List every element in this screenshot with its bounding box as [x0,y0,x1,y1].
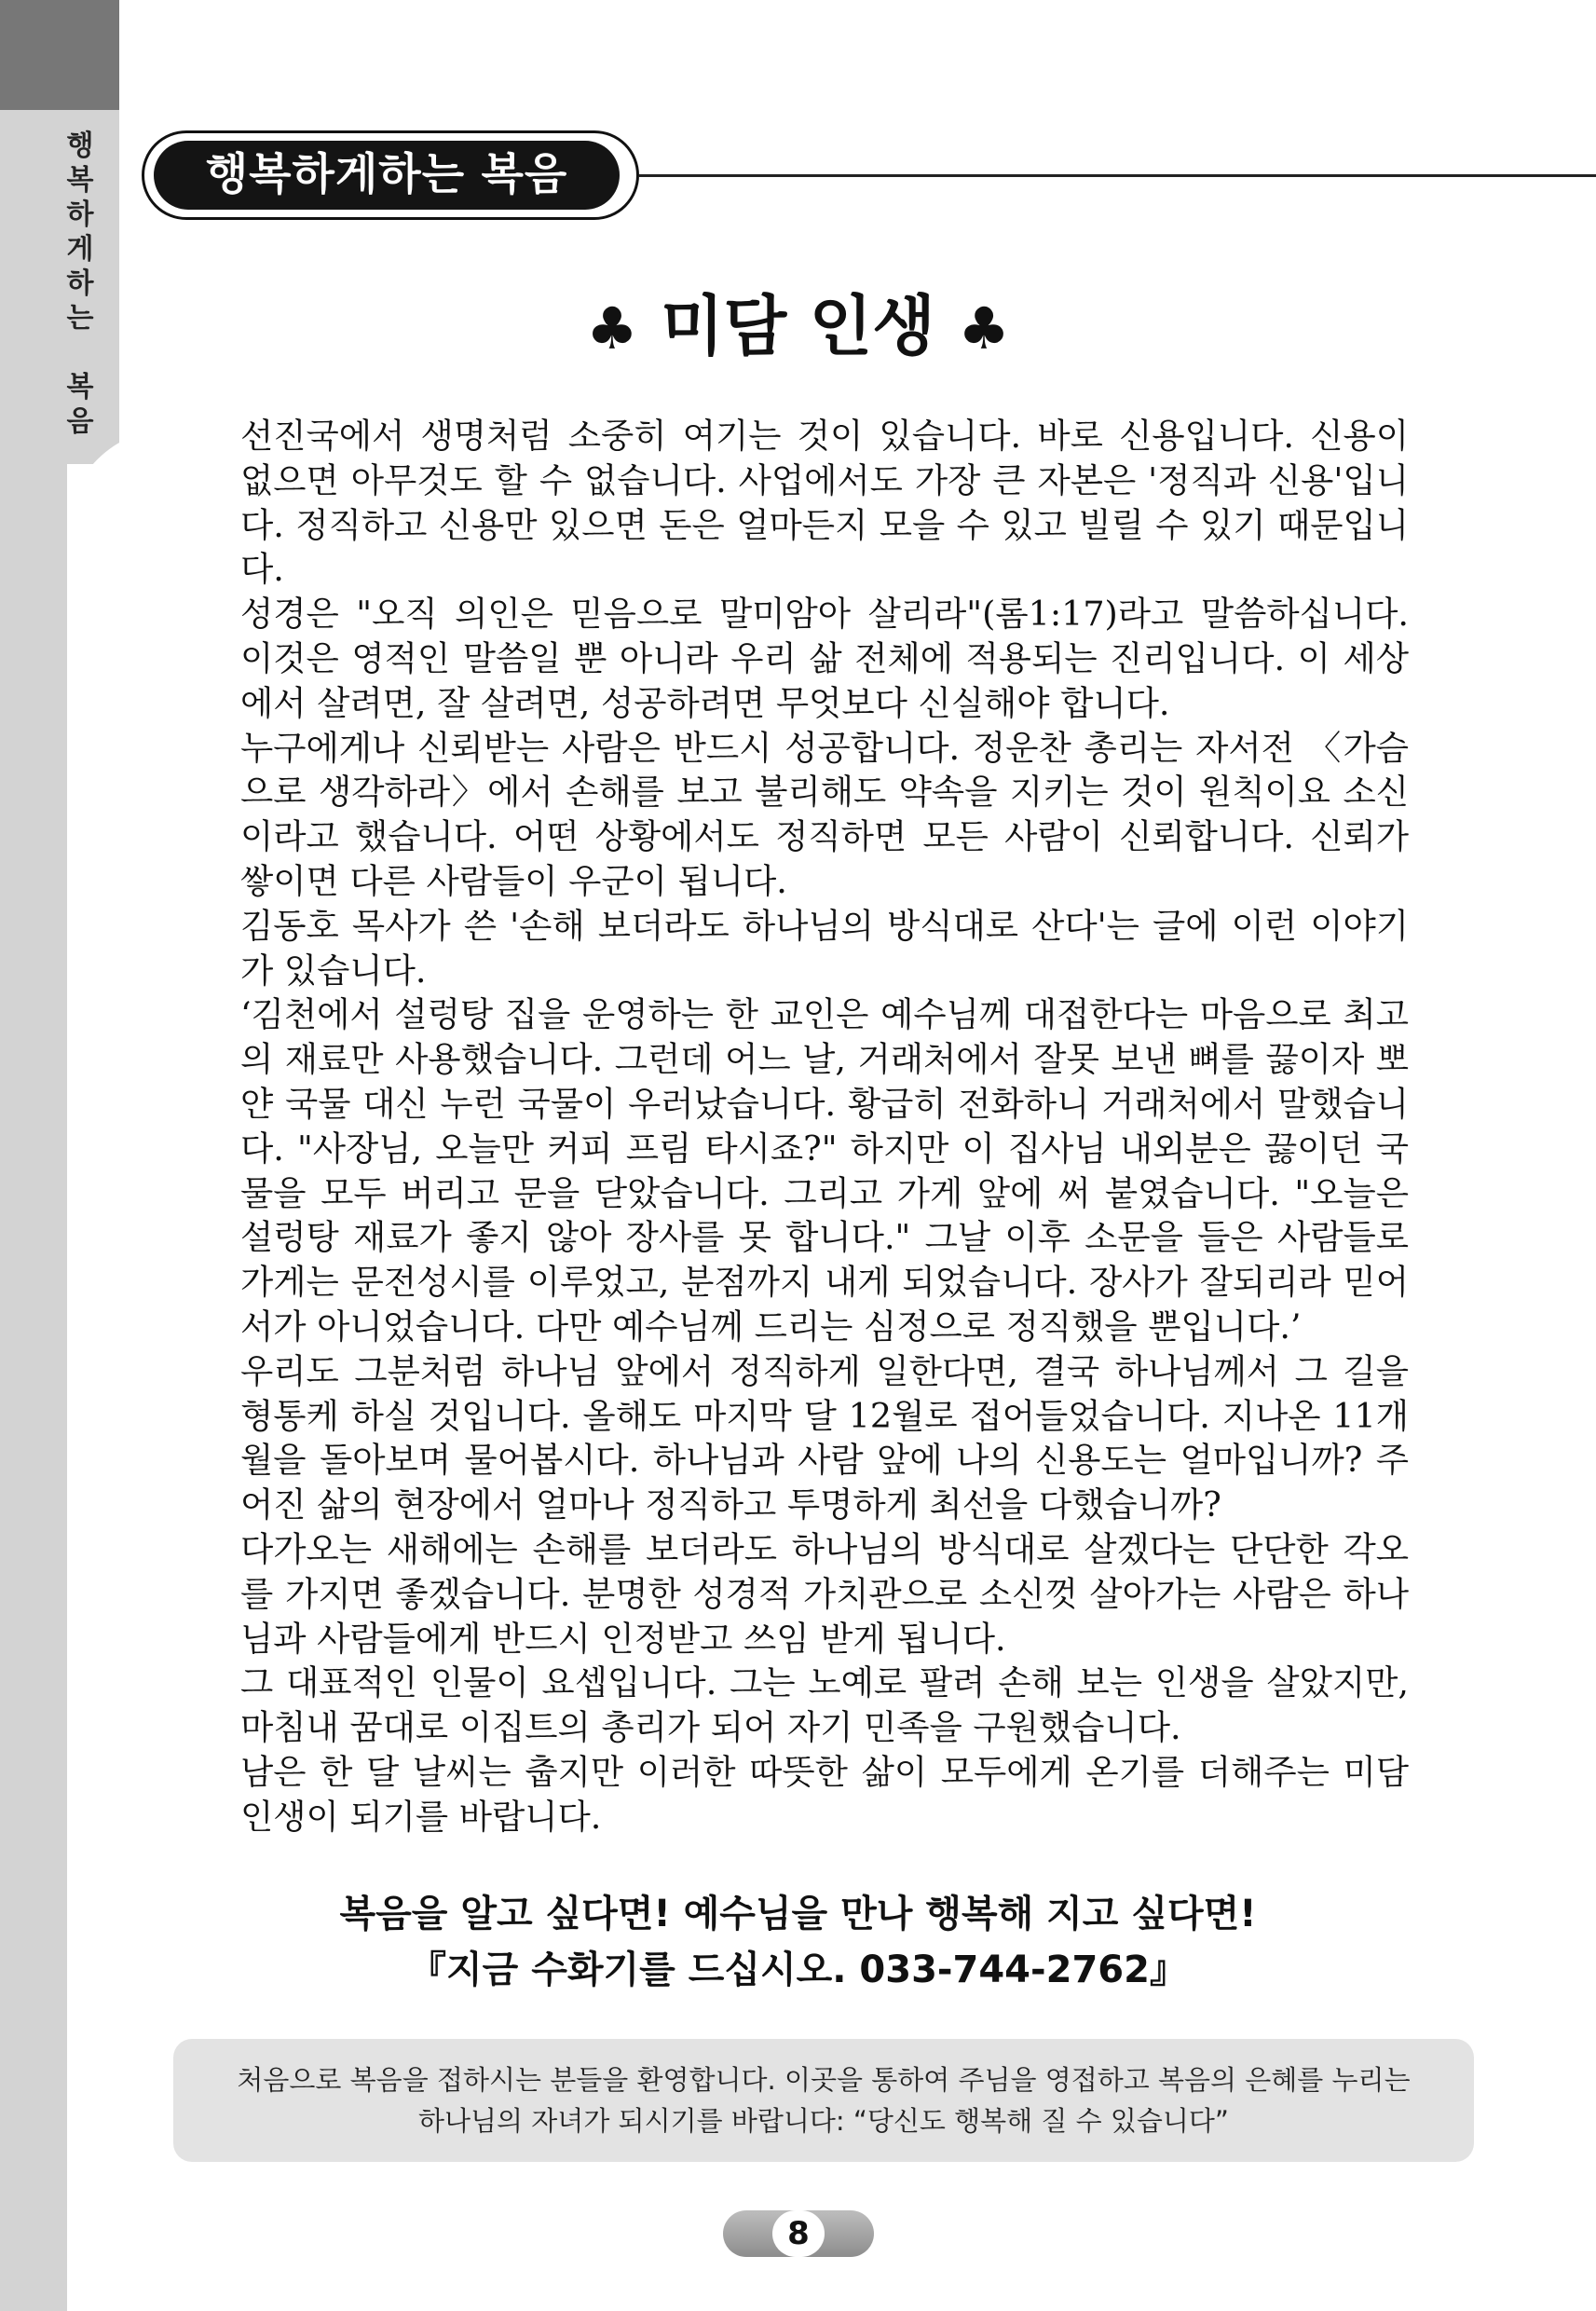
paragraph: 성경은 "오직 의인은 믿음으로 말미암아 살리라"(롬1:17)라고 말씀하십니다. 이것은 영적인 말씀일 뿐 아니라 우리 삶 전체에 적용되는 진리입니다. 이 세상에서 살려면, 잘 살려면, 성공하려면 무엇보다 신실해야 합니다. [240,594,1409,723]
info-line-2: 하나님의 자녀가 되시기를 바랍니다: “당신도 행복해 질 수 있습니다” [418,2105,1229,2137]
header-rule [639,174,1596,177]
club-icon-right: ♣ [958,294,1010,362]
paragraph: 남은 한 달 날씨는 춥지만 이러한 따뜻한 삶이 모두에게 온기를 더해주는 미담 인생이 되기를 바랍니다. [240,1751,1409,1837]
paragraph: 김동호 목사가 쓴 '손해 보더라도 하나님의 방식대로 산다'는 글에 이런 이야기가 있습니다. [240,905,1409,991]
paragraph: 그 대표적인 인물이 요셉입니다. 그는 노예로 팔려 손해 보는 인생을 살았지만, 마침내 꿈대로 이집트의 총리가 되어 자기 민족을 구원했습니다. [240,1662,1409,1748]
paragraph: 다가오는 새해에는 손해를 보더라도 하나님의 방식대로 살겠다는 단단한 각오를 가지면 좋겠습니다. 분명한 성경적 가치관으로 소신껏 살아가는 사람은 하나님과 사람들에게 반드시 인정받고 쓰임 받게 됩니다. [240,1528,1409,1659]
cta-line-2: 『지금 수화기를 드십시오. 033-744-2762』 [409,1949,1187,1991]
section-badge [142,130,639,220]
info-line-1: 처음으로 복음을 접하시는 분들을 환영합니다. 이곳을 통하여 주님을 영접하고 복음의 은혜를 누리는 [237,2064,1411,2096]
page-number: 8 [772,2210,825,2257]
page-number-badge [723,2210,874,2257]
call-to-action [0,1886,1596,1998]
side-vertical-label: 행 복 하 게 하 는 복 음 [66,130,94,438]
article-body [240,414,1409,1839]
page-title-text: 미담 인생 [661,288,935,364]
club-icon-left: ♣ [586,294,638,362]
side-corner-block [0,0,119,110]
paragraph: 누구에게나 신뢰받는 사람은 반드시 성공합니다. 정운찬 총리는 자서전 〈가슴으로 생각하라〉에서 손해를 보고 불리해도 약속을 지키는 것이 원칙이요 소신이라고 했습니다. 어떤 상황에서도 정직하면 모든 사람이 신뢰합니다. 신뢰가 쌓이면 다른 사람들이 우군이 됩니다. [240,727,1409,901]
paragraph: ‘김천에서 설렁탕 집을 운영하는 한 교인은 예수님께 대접한다는 마음으로 최고의 재료만 사용했습니다. 그런데 어느 날, 거래처에서 잘못 보낸 뼈를 끓이자 뽀얀 국물 대신 누런 국물이 우러났습니다. 황급히 전화하니 거래처에서 말했습니다. "사장님, 오늘만 커피 프림 타시죠?" 하지만 이 집사님 내외분은 끓이던 국물을 모두 버리고 문을 닫았습니다. 그리고 가게 앞에 써 붙였습니다. "오늘은 설렁탕 재료가 좋지 않아 장사를 못 합니다." 그날 이후 소문을 들은 사람들로 가게는 문전성시를 이루었고, 분점까지 내게 되었습니다. 장사가 잘되리라 믿어서가 아니었습니다. 다만 예수님께 드리는 심정으로 정직했을 뿐입니다.’ [240,994,1409,1347]
info-box [173,2039,1474,2162]
cta-line-1: 복음을 알고 싶다면! 예수님을 만나 행복해 지고 싶다면! [339,1893,1257,1935]
section-badge-label: 행복하게하는 복음 [154,141,620,210]
paragraph: 선진국에서 생명처럼 소중히 여기는 것이 있습니다. 바로 신용입니다. 신용이 없으면 아무것도 할 수 없습니다. 사업에서도 가장 큰 자본은 '정직과 신용'입니다. 정직하고 신용만 있으면 돈은 얼마든지 모을 수 있고 빌릴 수 있기 때문입니다. [240,416,1409,590]
paragraph: 우리도 그분처럼 하나님 앞에서 정직하게 일한다면, 결국 하나님께서 그 길을 형통케 하실 것입니다. 올해도 마지막 달 12월로 접어들었습니다. 지나온 11개월을 돌아보며 물어봅시다. 하나님과 사람 앞에 나의 신용도는 얼마입니까? 주어진 삶의 현장에서 얼마나 정직하고 투명하게 최선을 다했습니까? [240,1350,1409,1525]
page-title [0,284,1596,371]
